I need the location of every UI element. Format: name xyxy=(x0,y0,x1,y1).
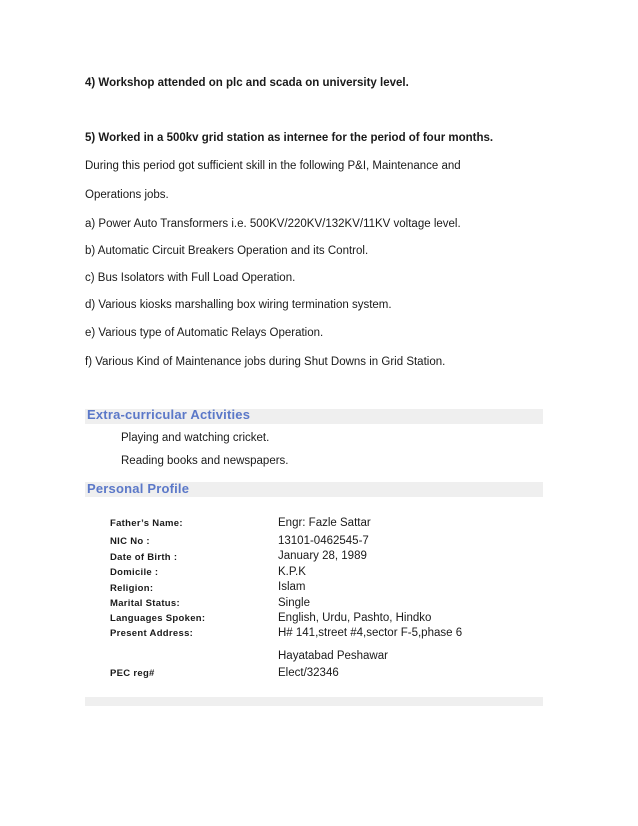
profile-value: Engr: Fazle Sattar xyxy=(278,517,371,529)
profile-label: Marital Status: xyxy=(110,598,180,609)
profile-label: Date of Birth : xyxy=(110,552,178,563)
work-list-item: e) Various type of Automatic Relays Operation. xyxy=(85,327,324,339)
work-item-5: 5) Worked in a 500kv grid station as internee for the period of four months. xyxy=(85,132,494,144)
profile-value: Single xyxy=(278,597,310,609)
profile-label: Religion: xyxy=(110,583,154,594)
extra-section-title: Extra-curricular Activities xyxy=(87,407,251,422)
profile-value: Islam xyxy=(278,581,306,593)
profile-label: Father’s Name: xyxy=(110,518,183,529)
profile-value: Hayatabad Peshawar xyxy=(278,650,388,662)
profile-value: January 28, 1989 xyxy=(278,550,367,562)
bottom-divider-bar xyxy=(85,697,543,706)
work-intro-line-2: Operations jobs. xyxy=(85,189,169,201)
work-intro-line-1: During this period got sufficient skill in the following P&I, Maintenance and xyxy=(85,160,461,172)
profile-label: PEC reg# xyxy=(110,668,155,679)
work-list-item: a) Power Auto Transformers i.e. 500KV/220KV/132KV/11KV voltage level. xyxy=(85,218,461,230)
profile-label: Domicile : xyxy=(110,567,159,578)
profile-label: Present Address: xyxy=(110,628,194,639)
work-item-4: 4) Workshop attended on plc and scada on university level. xyxy=(85,77,409,89)
work-list-item: d) Various kiosks marshalling box wiring termination system. xyxy=(85,299,392,311)
extra-item: Reading books and newspapers. xyxy=(121,455,289,467)
profile-value: K.P.K xyxy=(278,566,306,578)
work-list-item: b) Automatic Circuit Breakers Operation and its Control. xyxy=(85,245,369,257)
profile-label: Languages Spoken: xyxy=(110,613,206,624)
profile-value: English, Urdu, Pashto, Hindko xyxy=(278,612,432,624)
extra-item: Playing and watching cricket. xyxy=(121,432,270,444)
personal-section-title: Personal Profile xyxy=(87,481,190,496)
work-list-item: f) Various Kind of Maintenance jobs during Shut Downs in Grid Station. xyxy=(85,356,446,368)
profile-label: NIC No : xyxy=(110,536,150,547)
profile-value: Elect/32346 xyxy=(278,667,339,679)
profile-value: H# 141,street #4,sector F-5,phase 6 xyxy=(278,627,463,639)
profile-value: 13101-0462545-7 xyxy=(278,535,369,547)
work-list-item: c) Bus Isolators with Full Load Operation. xyxy=(85,272,296,284)
